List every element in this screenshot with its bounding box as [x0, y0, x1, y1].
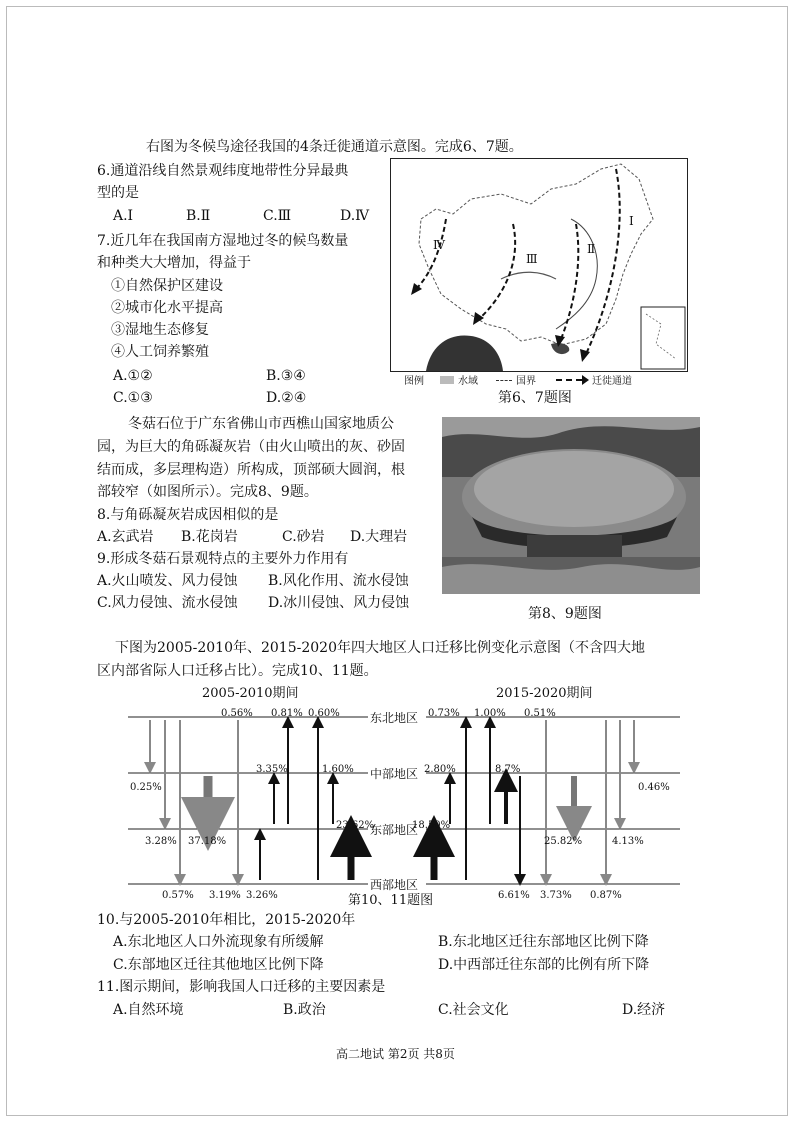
q6-option-c[interactable]: C.Ⅲ — [263, 208, 292, 224]
route-label-iii: Ⅲ — [526, 252, 538, 266]
left-label-mid-a: 3.35% — [256, 764, 288, 775]
route-label-iv: Ⅳ — [433, 238, 445, 252]
q10-option-a[interactable]: A.东北地区人口外流现象有所缓解 — [113, 934, 324, 950]
region-east: 东部地区 — [370, 823, 419, 837]
q7-option-b[interactable]: B.③④ — [266, 368, 306, 384]
q8-option-a[interactable]: A.玄武岩 — [97, 529, 154, 545]
route-label-ii: Ⅱ — [587, 242, 596, 256]
migration-diagram — [128, 700, 680, 900]
q11-option-a[interactable]: A.自然环境 — [113, 1002, 184, 1018]
period-left-title: 2005-2010期间 — [202, 686, 299, 701]
q10-option-d[interactable]: D.中西部迁往东部的比例有所下降 — [438, 957, 650, 973]
left-label-top-a: 0.56% — [221, 708, 253, 719]
q9-option-c[interactable]: C.风力侵蚀、流水侵蚀 — [97, 595, 238, 611]
left-label-big-a: 3.28% — [145, 836, 177, 847]
q11-option-d[interactable]: D.经济 — [622, 1002, 666, 1018]
map-legend-border: 国界 — [516, 376, 536, 387]
diagram-caption: 第10、11题图 — [348, 893, 434, 908]
right-label-bot-c: 0.87% — [590, 890, 622, 901]
q9-stem: 9.形成冬菇石景观特点的主要外力作用有 — [97, 551, 349, 567]
right-label-top-b: 1.00% — [474, 708, 506, 719]
q11-option-c[interactable]: C.社会文化 — [438, 1002, 509, 1018]
q7-option-d[interactable]: D.②④ — [266, 390, 307, 406]
right-label-top-c: 0.51% — [524, 708, 556, 719]
q6-stem-line1: 6.通道沿线自然景观纬度地带性分异最典 — [97, 163, 349, 179]
left-label-mid-b: 1.60% — [322, 764, 354, 775]
q9-option-d[interactable]: D.冰川侵蚀、风力侵蚀 — [268, 595, 410, 611]
right-label-side: 0.46% — [638, 782, 670, 793]
map-drawing — [391, 159, 687, 371]
map-legend-title: 图例 — [404, 376, 424, 387]
intro-8-9-line1: 冬菇石位于广东省佛山市西樵山国家地质公 — [128, 416, 394, 432]
q7-item-3: ③湿地生态修复 — [111, 322, 209, 338]
intro-8-9-line3: 结而成，多层理构造）所构成，顶部硕大圆润，根 — [97, 462, 405, 478]
page-footer: 高二地试 第2页 共8页 — [336, 1047, 455, 1061]
left-label-bot-c: 3.26% — [246, 890, 278, 901]
q10-option-c[interactable]: C.东部地区迁往其他地区比例下降 — [113, 957, 324, 973]
water-legend-swatch — [440, 376, 454, 384]
q11-option-b[interactable]: B.政治 — [283, 1002, 326, 1018]
q8-option-c[interactable]: C.砂岩 — [282, 529, 325, 545]
right-label-mid-a: 2.80% — [424, 764, 456, 775]
q9-option-b[interactable]: B.风化作用、流水侵蚀 — [268, 573, 409, 589]
route-legend-arrow-icon — [582, 375, 589, 385]
q7-option-a[interactable]: A.①② — [113, 368, 153, 384]
q10-option-b[interactable]: B.东北地区迁往东部地区比例下降 — [438, 934, 649, 950]
q6-stem-line2: 型的是 — [97, 185, 139, 201]
q6-option-a[interactable]: A.Ⅰ — [113, 208, 134, 224]
right-label-big-b: 25.82% — [544, 836, 583, 847]
intro-10-11-line1: 下图为2005-2010年、2015-2020年四大地区人口迁移比例变化示意图（不含四大地 — [115, 640, 645, 656]
q6-option-b[interactable]: B.Ⅱ — [186, 208, 211, 224]
map-legend-water: 水域 — [458, 376, 478, 387]
border-legend-line — [496, 380, 512, 381]
photo-caption: 第8、9题图 — [528, 606, 602, 622]
right-label-big-a: 18.50% — [412, 820, 451, 831]
intro-8-9-line4: 部较窄（如图所示）。完成8、9题。 — [97, 484, 318, 500]
q7-option-c[interactable]: C.①③ — [113, 390, 153, 406]
left-label-side: 0.25% — [130, 782, 162, 793]
mushroom-rock-photo — [442, 417, 700, 594]
right-label-big-c: 4.13% — [612, 836, 644, 847]
right-label-bot-a: 6.61% — [498, 890, 530, 901]
q7-item-1: ①自然保护区建设 — [111, 278, 223, 294]
map-legend-route: 迁徙通道 — [592, 376, 632, 387]
route-legend-line — [556, 379, 582, 381]
mushroom-rock-drawing — [442, 417, 700, 594]
q8-option-d[interactable]: D.大理岩 — [350, 529, 408, 545]
q7-stem-line2: 和种类大大增加，得益于 — [97, 255, 251, 271]
region-northeast: 东北地区 — [370, 711, 419, 725]
left-label-top-b: 0.81% — [271, 708, 303, 719]
q7-stem-line1: 7.近几年在我国南方湿地过冬的候鸟数量 — [97, 233, 349, 249]
q9-option-a[interactable]: A.火山喷发、风力侵蚀 — [97, 573, 238, 589]
period-right-title: 2015-2020期间 — [496, 686, 593, 701]
region-west: 西部地区 — [370, 878, 419, 892]
intro-6-7: 右图为冬候鸟途径我国的4条迁徙通道示意图。完成6、7题。 — [146, 139, 523, 155]
intro-10-11-line2: 区内部省际人口迁移占比）。完成10、11题。 — [97, 663, 378, 679]
q7-item-4: ④人工饲养繁殖 — [111, 344, 209, 360]
left-label-bot-a: 0.57% — [162, 890, 194, 901]
region-central: 中部地区 — [370, 767, 419, 781]
q8-option-b[interactable]: B.花岗岩 — [181, 529, 238, 545]
left-label-big-b: 37.18% — [188, 836, 227, 847]
left-label-top-c: 0.60% — [308, 708, 340, 719]
map-caption: 第6、7题图 — [498, 390, 572, 406]
left-label-bot-b: 3.19% — [209, 890, 241, 901]
migration-arrows — [128, 700, 680, 900]
left-label-big-c: 23.62% — [336, 820, 375, 831]
right-label-mid-b: 8.7% — [495, 764, 521, 775]
q6-option-d[interactable]: D.Ⅳ — [340, 208, 370, 224]
q11-stem: 11.图示期间，影响我国人口迁移的主要因素是 — [97, 979, 386, 995]
right-label-bot-b: 3.73% — [540, 890, 572, 901]
q7-item-2: ②城市化水平提高 — [111, 300, 223, 316]
route-label-i: Ⅰ — [629, 214, 634, 228]
intro-8-9-line2: 园，为巨大的角砾凝灰岩（由火山喷出的灰、砂固 — [97, 439, 405, 455]
q10-stem: 10.与2005-2010年相比，2015-2020年 — [97, 912, 356, 928]
q8-stem: 8.与角砾凝灰岩成因相似的是 — [97, 507, 279, 523]
migration-map — [390, 158, 688, 372]
right-label-top-a: 0.73% — [428, 708, 460, 719]
